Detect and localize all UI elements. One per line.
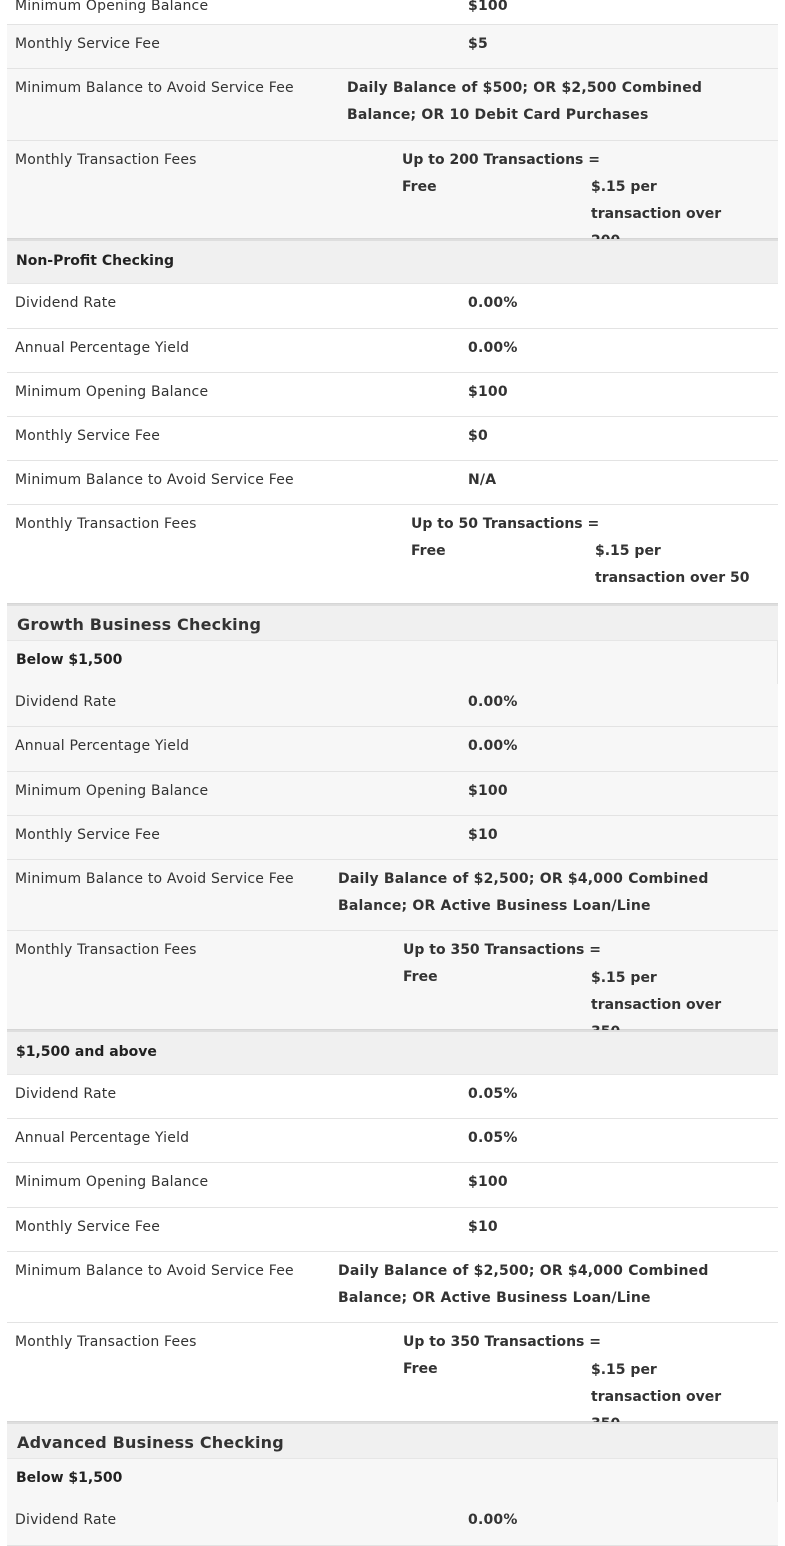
- row-value: 0.00%: [468, 694, 518, 710]
- row-value: $10: [468, 1219, 498, 1235]
- row-value: 0.00%: [468, 295, 518, 311]
- table-row: [7, 772, 778, 816]
- row-label: Monthly Service Fee: [15, 36, 161, 52]
- row-label: Annual Percentage Yield: [15, 738, 190, 754]
- row-value: $0: [468, 428, 488, 444]
- subheading-label: $1,500 and above: [16, 1044, 157, 1060]
- table-row: [7, 329, 778, 373]
- table-row: [7, 1323, 778, 1422]
- section-heading: [7, 1422, 778, 1458]
- txn-free: Up to 50 Transactions = Free: [411, 516, 600, 559]
- row-value: $100: [468, 1174, 508, 1190]
- row-value: $10: [468, 827, 498, 843]
- table-row: [7, 1075, 778, 1119]
- row-label: Minimum Opening Balance: [15, 384, 209, 400]
- table-row: [7, 0, 778, 25]
- txn-free: Up to 350 Transactions = Free: [403, 942, 601, 985]
- row-label: Minimum Opening Balance: [15, 783, 209, 799]
- row-label: Monthly Transaction Fees: [15, 1334, 197, 1350]
- section-subheading: [7, 640, 778, 684]
- row-value: 0.00%: [468, 738, 518, 754]
- row-value: $5: [468, 36, 488, 52]
- row-value: $100: [468, 783, 508, 799]
- row-label: Dividend Rate: [15, 295, 117, 311]
- table-row: [7, 373, 778, 417]
- table-row: [7, 727, 778, 772]
- section-title: Advanced Business Checking: [17, 1433, 284, 1452]
- row-label: Dividend Rate: [15, 1512, 117, 1528]
- section-subheading: [7, 239, 778, 284]
- row-label: Monthly Transaction Fees: [15, 516, 197, 532]
- txn-free: Up to 200 Transactions = Free: [402, 152, 600, 195]
- txn-over: $.15 per transaction over 50: [595, 543, 750, 586]
- row-label: Annual Percentage Yield: [15, 1130, 190, 1146]
- section-subheading: [7, 1458, 778, 1502]
- row-label: Minimum Balance to Avoid Service Fee: [15, 1263, 294, 1279]
- table-row: [7, 816, 778, 860]
- row-label: Monthly Service Fee: [15, 428, 161, 444]
- row-label: Minimum Balance to Avoid Service Fee: [15, 472, 294, 488]
- txn-free: Up to 350 Transactions = Free: [403, 1334, 601, 1377]
- table-row: [7, 461, 778, 505]
- txn-over: $.15 per transaction over: [591, 1362, 722, 1405]
- subheading-label: Below $1,500: [16, 1470, 123, 1486]
- row-value: 0.05%: [468, 1130, 518, 1146]
- row-label: Monthly Transaction Fees: [15, 152, 197, 168]
- row-label: Minimum Opening Balance: [15, 1174, 209, 1190]
- row-label: Monthly Service Fee: [15, 1219, 161, 1235]
- table-row: [7, 1252, 778, 1323]
- row-label: Annual Percentage Yield: [15, 340, 190, 356]
- table-row: [7, 684, 778, 727]
- table-row: [7, 1208, 778, 1252]
- table-row: [7, 141, 778, 239]
- txn-over: $.15 per transaction over: [591, 970, 722, 1013]
- section-heading: [7, 604, 778, 640]
- table-row: [7, 69, 778, 141]
- row-value: Daily Balance of $500; OR $2,500 Combined Balance; OR 10 Debit Card Purchases: [347, 80, 703, 123]
- row-value: $100: [468, 384, 508, 400]
- row-label: Minimum Opening Balance: [15, 0, 209, 14]
- row-value: 0.00%: [468, 1512, 518, 1528]
- row-value: 0.00%: [468, 340, 518, 356]
- table-row: [7, 931, 778, 1030]
- subheading-label: Non-Profit Checking: [16, 253, 174, 269]
- subheading-label: Below $1,500: [16, 652, 123, 668]
- table-row: [7, 417, 778, 461]
- table-row: [7, 1163, 778, 1208]
- table-row: [7, 505, 778, 604]
- row-label: Minimum Balance to Avoid Service Fee: [15, 871, 294, 887]
- row-label: Monthly Transaction Fees: [15, 942, 197, 958]
- row-value: Daily Balance of $2,500; OR $4,000 Combined Balance; OR Active Business Loan/Line: [338, 1263, 709, 1306]
- table-row: [7, 1119, 778, 1163]
- table-row: [7, 1502, 778, 1546]
- row-label: Dividend Rate: [15, 1086, 117, 1102]
- table-row: [7, 25, 778, 69]
- row-value: N/A: [468, 472, 497, 488]
- txn-over: $.15 per transaction over: [591, 179, 722, 222]
- table-row: [7, 284, 778, 329]
- row-label: Monthly Service Fee: [15, 827, 161, 843]
- row-label: Minimum Balance to Avoid Service Fee: [15, 80, 294, 96]
- row-value: Daily Balance of $2,500; OR $4,000 Combined Balance; OR Active Business Loan/Line: [338, 871, 709, 914]
- section-subheading: [7, 1030, 778, 1075]
- row-value: 0.05%: [468, 1086, 518, 1102]
- row-label: Dividend Rate: [15, 694, 117, 710]
- row-value: $100: [468, 0, 508, 14]
- section-title: Growth Business Checking: [17, 615, 262, 634]
- table-row: [7, 860, 778, 931]
